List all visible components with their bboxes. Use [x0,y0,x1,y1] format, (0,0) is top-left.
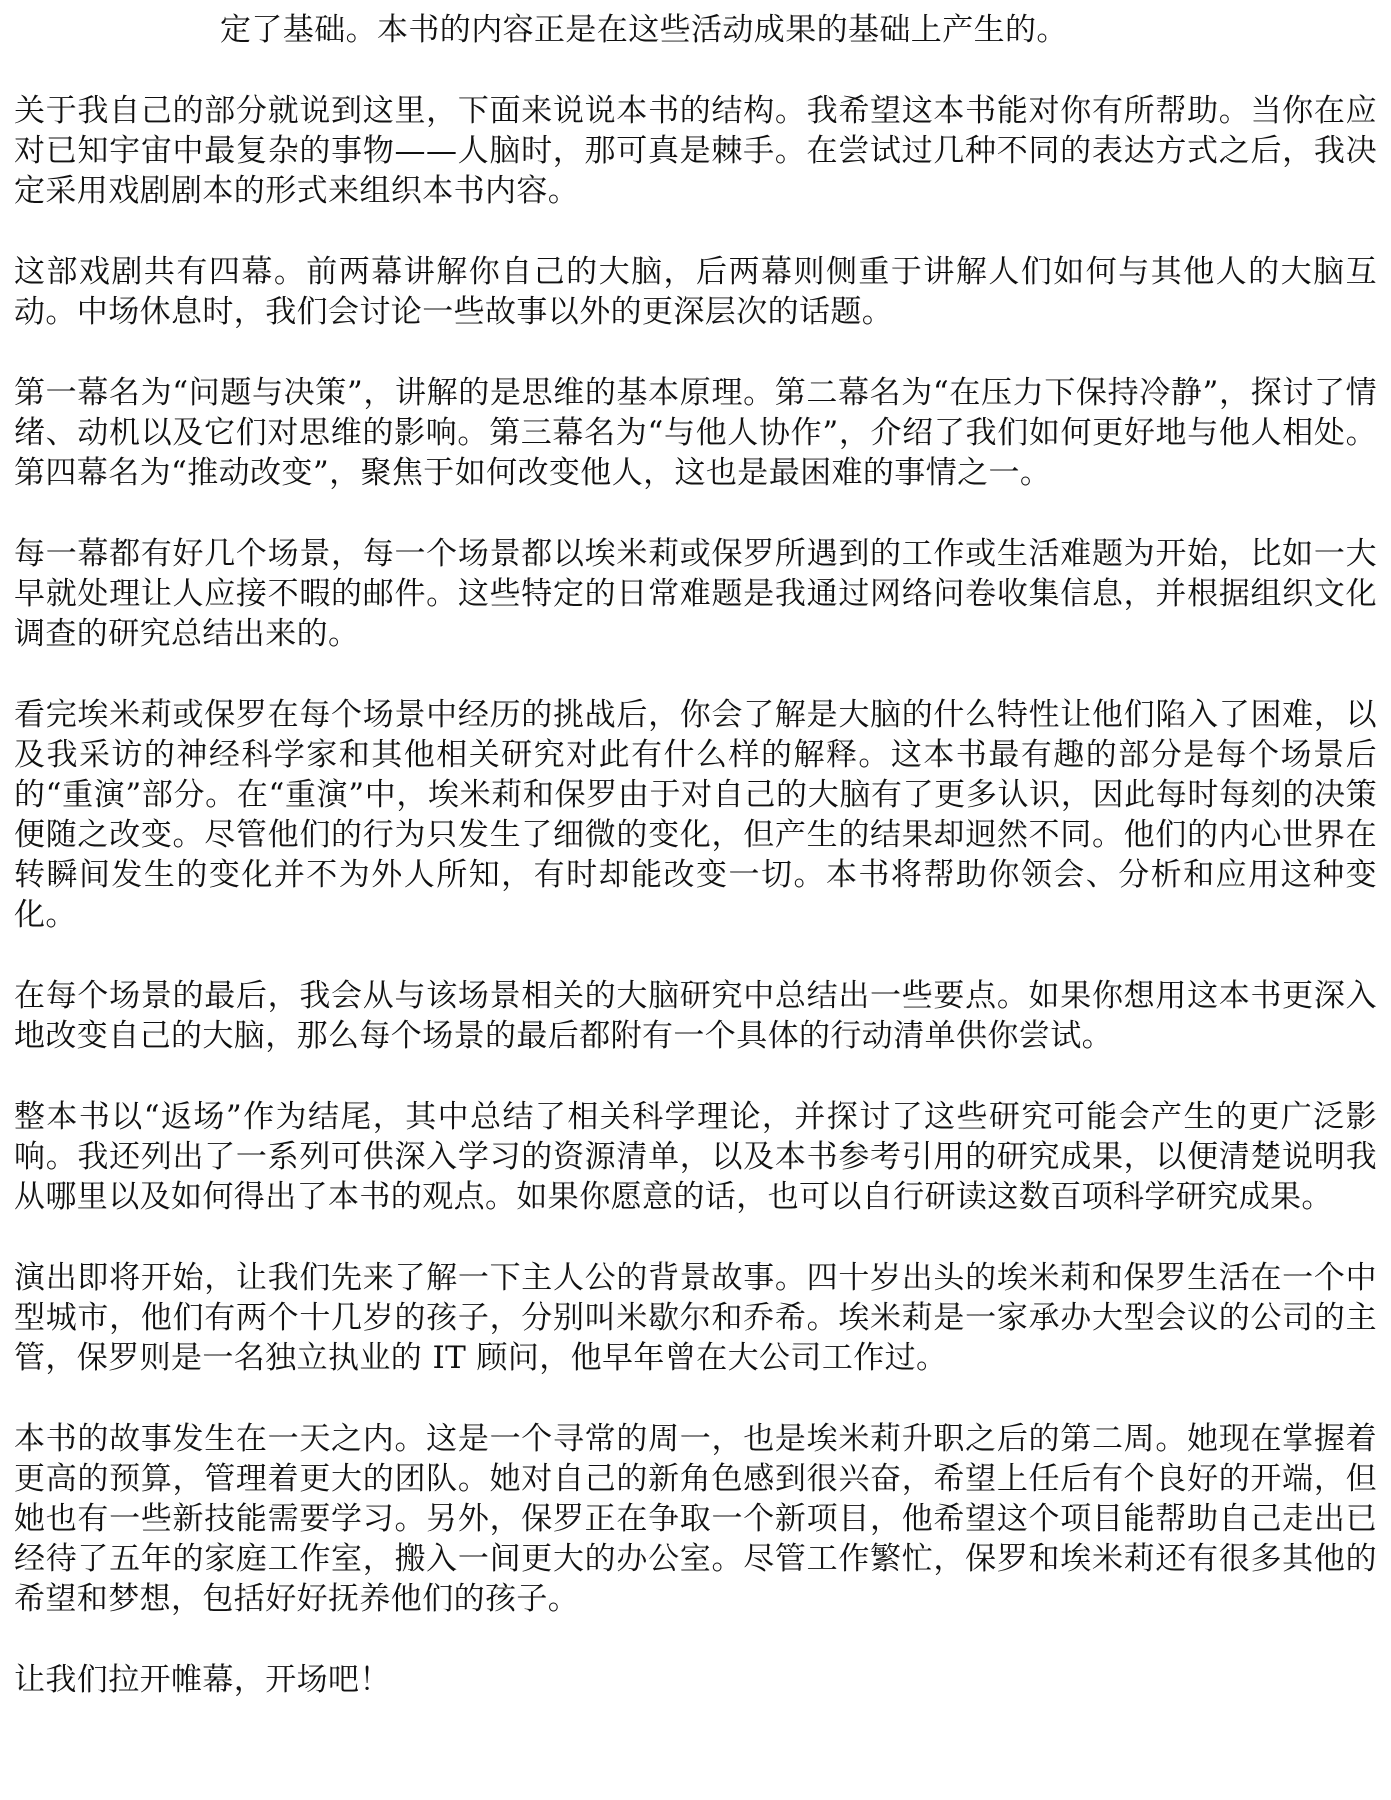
paragraph-encore: 整本书以“返场”作为结尾，其中总结了相关科学理论，并探讨了这些研究可能会产生的更广泛影响。我还列出了一系列可供深入学习的资源清单，以及本书参考引用的研究成果，以便清楚说明我从哪里以及如何得出了本书的观点。如果你愿意的话，也可以自行研读这数百项科学研究成果。 [14,1099,1377,1215]
paragraph-book-structure-intro: 关于我自己的部分就说到这里，下面来说说本书的结构。我希望这本书能对你有所帮助。当你在应对已知宇宙中最复杂的事物——人脑时，那可真是棘手。在尝试过几种不同的表达方式之后，我决定采用戏剧剧本的形式来组织本书内容。 [14,93,1377,209]
paragraph-characters: 演出即将开始，让我们先来了解一下主人公的背景故事。四十岁出头的埃米莉和保罗生活在一个中型城市，他们有两个十几岁的孩子，分别叫米歇尔和乔希。埃米莉是一家承办大型会议的公司的主管，保罗则是一名独立执业的 IT 顾问，他早年曾在大公司工作过。 [14,1260,1377,1376]
document-page [14,0,1377,1800]
paragraph-opening: 让我们拉开帷幕，开场吧！ [14,1662,391,1698]
paragraph-continuation: 定了基础。本书的内容正是在这些活动成果的基础上产生的。 [220,12,1068,48]
paragraph-scene-summary: 在每个场景的最后，我会从与该场景相关的大脑研究中总结出一些要点。如果你想用这本书更深入地改变自己的大脑，那么每个场景的最后都附有一个具体的行动清单供你尝试。 [14,978,1377,1054]
paragraph-four-acts: 这部戏剧共有四幕。前两幕讲解你自己的大脑，后两幕则侧重于讲解人们如何与其他人的大脑互动。中场休息时，我们会讨论一些故事以外的更深层次的话题。 [14,254,1377,330]
paragraph-story-setting: 本书的故事发生在一天之内。这是一个寻常的周一，也是埃米莉升职之后的第二周。她现在掌握着更高的预算，管理着更大的团队。她对自己的新角色感到很兴奋，希望上任后有个良好的开端，但她也有一些新技能需要学习。另外，保罗正在争取一个新项目，他希望这个项目能帮助自己走出已经待了五年的家庭工作室，搬入一间更大的办公室。尽管工作繁忙，保罗和埃米莉还有很多其他的希望和梦想，包括好好抚养他们的孩子。 [14,1421,1377,1617]
paragraph-replay: 看完埃米莉或保罗在每个场景中经历的挑战后，你会了解是大脑的什么特性让他们陷入了困难，以及我采访的神经科学家和其他相关研究对此有什么样的解释。这本书最有趣的部分是每个场景后的“重演”部分。在“重演”中，埃米莉和保罗由于对自己的大脑有了更多认识，因此每时每刻的决策便随之改变。尽管他们的行为只发生了细微的变化，但产生的结果却迥然不同。他们的内心世界在转瞬间发生的变化并不为外人所知，有时却能改变一切。本书将帮助你领会、分析和应用这种变化。 [14,697,1377,933]
paragraph-act-names: 第一幕名为“问题与决策”，讲解的是思维的基本原理。第二幕名为“在压力下保持冷静”，探讨了情绪、动机以及它们对思维的影响。第三幕名为“与他人协作”，介绍了我们如何更好地与他人相处。第四幕名为“推动改变”，聚焦于如何改变他人，这也是最困难的事情之一。 [14,375,1377,491]
paragraph-scenes: 每一幕都有好几个场景，每一个场景都以埃米莉或保罗所遇到的工作或生活难题为开始，比如一大早就处理让人应接不暇的邮件。这些特定的日常难题是我通过网络问卷收集信息，并根据组织文化调查的研究总结出来的。 [14,536,1377,652]
